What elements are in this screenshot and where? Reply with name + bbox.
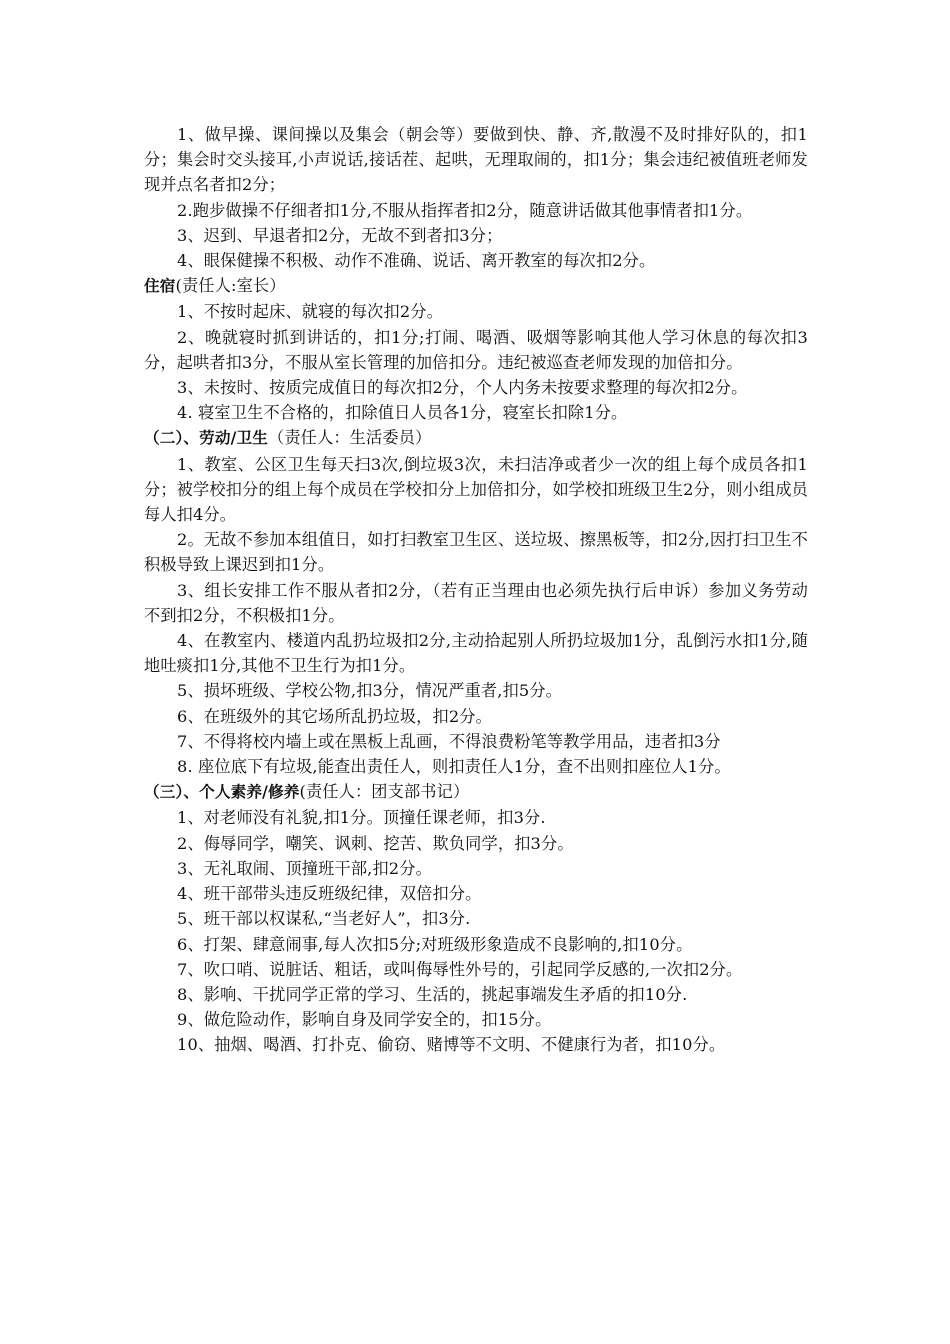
rule-item: 1、不按时起床、就寝的每次扣2分。 xyxy=(177,302,443,322)
rule-item: 4. 寝室卫生不合格的，扣除值日人员各1分，寝室长扣除1分。 xyxy=(177,403,628,423)
rule-item: 10、抽烟、喝酒、打扑克、偷窃、赌博等不文明、不健康行为者，扣10分。 xyxy=(177,1035,726,1055)
rule-item: 8、影响、干扰同学正常的学习、生活的，挑起事端发生矛盾的扣10分. xyxy=(177,984,688,1004)
rule-item: 4、眼保健操不积极、动作不准确、说话、离开教室的每次扣2分。 xyxy=(177,251,656,271)
rule-item: 3、组长安排工作不服从者扣2分，（若有正当理由也必须先执行后申诉）参加义务劳动不到扣2分，不积极扣1分。 xyxy=(144,580,808,625)
section-heading-responsible: (责任人：团支部书记） xyxy=(299,782,470,802)
rule-item: 7、不得将校内墙上或在黑板上乱画，不得浪费粉笔等教学用品，违者扣3分 xyxy=(177,731,721,751)
section-heading-lodging xyxy=(144,273,808,299)
section-heading-responsible: (责任人:室长） xyxy=(175,276,286,296)
section-heading-title: 住宿 xyxy=(144,277,176,296)
rule-item: 2、侮辱同学，嘲笑、讽刺、挖苦、欺负同学，扣3分。 xyxy=(177,833,574,853)
rule-item: 5、损坏班级、学校公物,扣3分，情况严重者,扣5分。 xyxy=(177,681,563,701)
section-heading-labor-hygiene xyxy=(144,425,808,451)
rule-item: 7、吹口哨、说脏话、粗话，或叫侮辱性外号的，引起同学反感的,一次扣2分。 xyxy=(177,959,743,979)
rule-item: 3、未按时、按质完成值日的每次扣2分，个人内务未按要求整理的每次扣2分。 xyxy=(177,378,748,398)
rule-item: 1、做早操、课间操以及集会（朝会等）要做到快、静、齐,散漫不及时排好队的，扣1分；集会时交头接耳,小声说话,接话茬、起哄，无理取闹的，扣1分；集会违纪被值班老师发现并点名者扣2分； xyxy=(144,125,808,195)
rule-item: 6、在班级外的其它场所乱扔垃圾，扣2分。 xyxy=(177,706,492,726)
rule-item: 4、班干部带头违反班级纪律，双倍扣分。 xyxy=(177,884,482,904)
section-heading-personal-conduct xyxy=(144,779,808,805)
section-heading-title: （二）、劳动/卫生 xyxy=(144,429,268,448)
rule-item: 5、班干部以权谋私,“当老好人”，扣3分. xyxy=(177,909,471,929)
section-heading-title: （三）、个人素养/修养 xyxy=(144,783,300,802)
rule-item: 1、对老师没有礼貌,扣1分。顶撞任课老师，扣3分. xyxy=(177,808,546,828)
rule-item: 3、迟到、早退者扣2分，无故不到者扣3分； xyxy=(177,225,503,245)
rule-item: 2.跑步做操不仔细者扣1分,不服从指挥者扣2分，随意讲话做其他事情者扣1分。 xyxy=(177,200,753,220)
rule-item: 3、无礼取闹、顶撞班干部,扣2分。 xyxy=(177,858,432,878)
rule-item: 8. 座位底下有垃圾,能查出责任人，则扣责任人1分，查不出则扣座位人1分。 xyxy=(177,757,731,777)
rule-item: 4、在教室内、楼道内乱扔垃圾扣2分,主动拾起别人所扔垃圾加1分，乱倒污水扣1分,随地吐痰扣1分,其他不卫生行为扣1分。 xyxy=(144,631,808,676)
rule-item: 9、做危险动作，影响自身及同学安全的，扣15分。 xyxy=(177,1010,552,1030)
section-heading-responsible: （责任人：生活委员） xyxy=(268,428,432,448)
rule-item: 2、晚就寝时抓到讲话的，扣1分;打闹、喝酒、吸烟等影响其他人学习休息的每次扣3分，起哄者扣3分，不服从室长管理的加倍扣分。违纪被巡查老师发现的加倍扣分。 xyxy=(144,327,808,372)
rule-item: 2。无故不参加本组值日，如打扫教室卫生区、送垃圾、擦黑板等，扣2分,因打扫卫生不积极导致上课迟到扣1分。 xyxy=(144,530,808,575)
document-body xyxy=(144,122,808,1058)
rule-item: 6、打架、肆意闹事,每人次扣5分;对班级形象造成不良影响的,扣10分。 xyxy=(177,934,693,954)
rule-item: 1、教室、公区卫生每天扫3次,倒垃圾3次，未扫洁净或者少一次的组上每个成员各扣1分；被学校扣分的组上每个成员在学校扣分上加倍扣分，如学校扣班级卫生2分，则小组成员每人扣4分。 xyxy=(144,454,808,525)
